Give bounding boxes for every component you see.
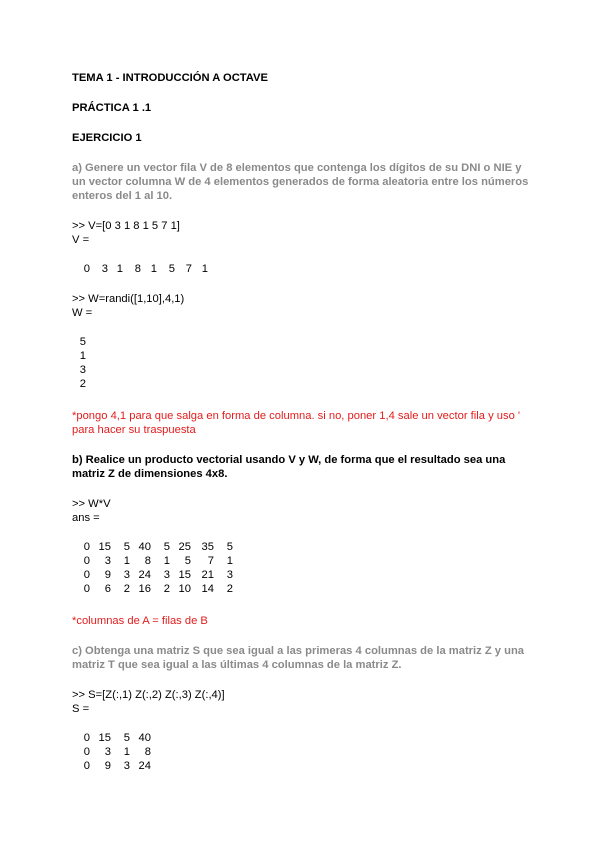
matrix-cell: 14: [201, 583, 214, 595]
part-c-statement-line: matriz T que sea igual a las últimas 4 columnas de la matriz Z.: [72, 659, 402, 671]
part-b-statement-line: matriz Z de dimensiones 4x8.: [72, 468, 228, 480]
output-label-w: W =: [72, 307, 93, 319]
matrix-cell: 1: [123, 746, 130, 758]
part-b-note: *columnas de A = filas de B: [72, 615, 208, 627]
matrix-cell: 21: [201, 569, 214, 581]
part-a-statement-line: enteros del 1 al 10.: [72, 190, 173, 202]
tema-title: TEMA 1 - INTRODUCCIÓN A OCTAVE: [72, 72, 268, 84]
matrix-cell: 5: [163, 541, 170, 553]
matrix-cell: 10: [178, 583, 191, 595]
matrix-cell: 3: [226, 569, 233, 581]
command-w: >> W=randi([1,10],4,1): [72, 293, 185, 305]
part-a-statement-line: a) Genere un vector fila V de 8 elementos que contenga los dígitos de su DNI o NIE y: [72, 162, 522, 174]
matrix-cell: 3: [163, 569, 170, 581]
matrix-cell: 7: [207, 555, 214, 567]
part-a-note-line: para hacer su traspuesta: [72, 424, 196, 436]
matrix-cell: 0: [83, 541, 90, 553]
matrix-cell: 6: [104, 583, 111, 595]
matrix-cell: 1: [150, 263, 157, 275]
output-label-ans: ans =: [72, 512, 100, 524]
output-label-s: S =: [72, 703, 90, 715]
table-row: [72, 745, 151, 759]
matrix-cell: 24: [138, 569, 151, 581]
matrix-cell: 0: [83, 746, 90, 758]
command-v: >> V=[0 3 1 8 1 5 7 1]: [72, 220, 180, 232]
command-s: >> S=[Z(:,1) Z(:,2) Z(:,3) Z(:,4)]: [72, 689, 225, 701]
matrix-cell: 8: [144, 746, 151, 758]
vector-v-output: [72, 262, 208, 276]
table-row: [72, 554, 233, 568]
matrix-cell: 15: [178, 569, 191, 581]
matrix-cell: 1: [201, 263, 208, 275]
matrix-cell: 0: [83, 583, 90, 595]
matrix-cell: 0: [83, 555, 90, 567]
matrix-cell: 3: [101, 263, 108, 275]
matrix-cell: 8: [134, 263, 141, 275]
table-row: [72, 335, 86, 349]
matrix-cell: 1: [163, 555, 170, 567]
matrix-cell: 3: [123, 760, 130, 772]
ejercicio-title: EJERCICIO 1: [72, 132, 142, 144]
table-row: [72, 731, 151, 745]
matrix-cell: 2: [79, 378, 86, 390]
matrix-cell: 2: [226, 583, 233, 595]
matrix-cell: 0: [83, 263, 90, 275]
table-row: [72, 377, 86, 391]
matrix-cell: 3: [104, 555, 111, 567]
output-label-v: V =: [72, 234, 90, 246]
matrix-cell: 5: [123, 541, 130, 553]
matrix-s-output: [72, 731, 151, 773]
part-a-statement-line: un vector columna W de 4 elementos generados de forma aleatoria entre los números: [72, 176, 529, 188]
matrix-cell: 7: [185, 263, 192, 275]
matrix-cell: 1: [226, 555, 233, 567]
matrix-cell: 1: [79, 350, 86, 362]
matrix-cell: 40: [138, 732, 151, 744]
matrix-cell: 3: [79, 364, 86, 376]
table-row: [72, 568, 233, 582]
matrix-cell: 35: [201, 541, 214, 553]
matrix-z-output: [72, 540, 233, 596]
table-row: [72, 262, 208, 276]
table-row: [72, 363, 86, 377]
matrix-cell: 3: [104, 746, 111, 758]
matrix-cell: 0: [83, 760, 90, 772]
matrix-cell: 2: [123, 583, 130, 595]
matrix-cell: 1: [116, 263, 123, 275]
matrix-cell: 24: [138, 760, 151, 772]
matrix-cell: 5: [79, 336, 86, 348]
matrix-cell: 15: [98, 541, 111, 553]
matrix-cell: 5: [123, 732, 130, 744]
table-row: [72, 540, 233, 554]
matrix-cell: 40: [138, 541, 151, 553]
vector-w-output: [72, 335, 86, 391]
matrix-cell: 16: [138, 583, 151, 595]
matrix-cell: 9: [104, 569, 111, 581]
part-c-statement-line: c) Obtenga una matriz S que sea igual a las primeras 4 columnas de la matriz Z y una: [72, 645, 524, 657]
matrix-cell: 5: [184, 555, 191, 567]
matrix-cell: 8: [144, 555, 151, 567]
part-b-statement-line: b) Realice un producto vectorial usando V y W, de forma que el resultado sea una: [72, 454, 506, 466]
part-a-note-line: *pongo 4,1 para que salga en forma de columna. si no, poner 1,4 sale un vector fila y uso ': [72, 410, 521, 422]
matrix-cell: 15: [98, 732, 111, 744]
command-wv: >> W*V: [72, 498, 111, 510]
table-row: [72, 759, 151, 773]
table-row: [72, 582, 233, 596]
matrix-cell: 9: [104, 760, 111, 772]
matrix-cell: 2: [163, 583, 170, 595]
table-row: [72, 349, 86, 363]
matrix-cell: 5: [168, 263, 175, 275]
matrix-cell: 3: [123, 569, 130, 581]
matrix-cell: 1: [123, 555, 130, 567]
matrix-cell: 5: [226, 541, 233, 553]
practica-title: PRÁCTICA 1 .1: [72, 102, 152, 114]
matrix-cell: 25: [178, 541, 191, 553]
matrix-cell: 0: [83, 569, 90, 581]
matrix-cell: 0: [83, 732, 90, 744]
